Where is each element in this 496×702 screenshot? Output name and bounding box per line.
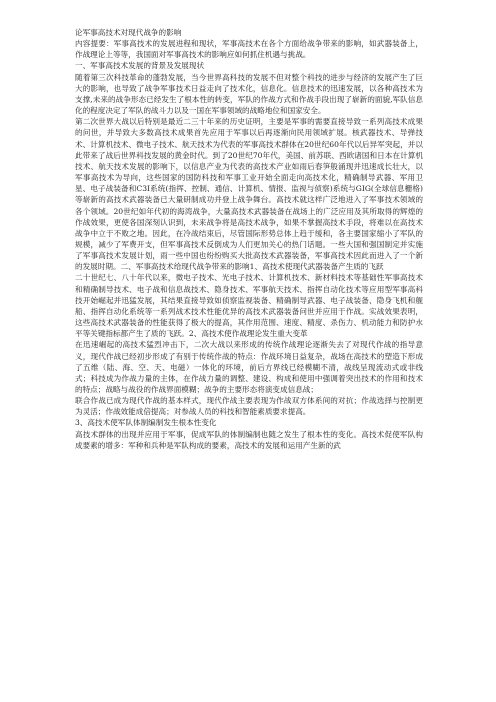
section-heading-1: 一、军事高技术发展的背景及发展现状 <box>75 61 205 71</box>
document-page <box>75 27 423 451</box>
document-title: 论军事高技术对现代战争的影响 <box>75 28 182 37</box>
body-paragraph: 联合作战已成为现代作战的基本样式，现代作战主要表现为作战双方体系间的对抗；作战选择与控制更为灵活；作战效能成倍提高；对参战人员的科技和智能素质要求提高。 <box>75 396 423 417</box>
body-paragraph: 高技术群体的出现并应用于军事，促成军队的体制编制也随之发生了根本性的变化。高技术促使军队构成要素的增多：军种和兵种是军队构成的要素，高技术的发展和运用产生新的武 <box>75 429 423 450</box>
body-paragraph: 第二次世界大战以后特别是最近二三十年来的历史证明，主要是军事的需要直接导致一系列高技术成果的问世，并导致大多数高技术成果首先应用于军事以后再逐渐向民用领域扩展。核武器技术、导弹技术、计算机技术、微电子技术、航天技术为代表的军事高技术群体在20世纪60年代以后异军突起，并以此带来了战后世界科技发展的黄金时代。到了20世纪70年代，美国、前苏联、西欧诸国和日本在计算机技术、航天技术发展的影响下，以信息产业为代表的高技术产业如雨后春笋般涌现并迅速成长壮大，以军事高技术为导向，这些国家的国防科技和军事工业开始全面走向高技术化，精确制导武器、军用卫星、电子战装备和C3I系统(指挥、控制、通信、计算机、情报、监视与侦察)系统与GIG(全球信息栅格)等崭新的高技术武器装备已大量研制成功并登上战争舞台。高技术就这样广泛地进入了军事技术领域的各个领域。20世纪如年代初的海湾战争，大量高技术武器装备在战场上的广泛应用及其所取得的辉煌的作战效果，更使各国深刻认识到，未来战争将是高技术战争，如果不掌握高技术手段，将难以在高技术战争中立于不败之地。因此，在冷战结束后，尽管国际形势总体上趋于缓和，各主要国家缩小了军队的规模，减少了军费开支，但军事高技术反倒成为人们更加关心的热门话题。一些大国和强国制定并实施了军事高技术发展计划，雨一些中国也纷纷购买大批高技术武器装备，军事高技术因此而进入了一个新的发展时期。二、军事高技术给现代战争带来的影响1、高技术使现代武器装备产生质的飞跃 <box>75 117 423 272</box>
section-heading-3: 3、高技术使军队体制编制发生根本性变化 <box>75 418 217 428</box>
body-paragraph: 在迅速崛起的高技术猛烈冲击下，二次大战以来形成的传统作战理论逐渐失去了对现代作战的指导意义，现代作战已经初步形成了有别于传统作战的特点：作战环境日益复杂，战场在高技术的塑造下形成了五维（陆、海、空、天、电磁）一体化的环境，前后方界线已经模糊不清，战线呈现流动式或非线式；科技成为作战力量的主体，在作战力量的调整、建设、构成和使用中强调着突出技术的作用和技术的特点；战略与战役的作战界面模糊；战争的主要形态将演变成信息战； <box>75 340 423 394</box>
abstract-paragraph: 内容提要：军事高技术的发展进程和现状，军事高技术在各个方面给战争带来的影响，如武器装备上，作战理论上等等，我国面对军事高技术的影响应如何抓住机遇与挑战。 <box>75 39 423 60</box>
body-paragraph: 二十世纪七、八十年代以来，微电子技术、光电子技术、计算机技术、新材料技术等基础性军事高技术和精确制导技术、电子战和信息战技术、隐身技术、军事航天技术、指挥自动化技术等应用型军事高科技开始崛起并迅猛发展，其结果直接导致如侦察监视装备、精确制导武器、电子战装备、隐身飞机和舰船、指挥自动化系统等一系列战术技术性能优异的高技术武器装备问世并应用于作战。实战效果表明，这些高技术武器装备的性能获得了极大的提高，其作用范围、速度、精度、杀伤力、机动能力和防护水平等关键指标都产生了质的飞跃。2、高技术使作战理论发生重大变革 <box>75 273 423 339</box>
body-paragraph: 随着第三次科技革命的蓬勃发展，当今世界高科技的发展不但对整个科技的进步与经济的发展产生了巨大的影响，也导致了战争军事技术日益走向了技术化，信息化。信息技术的迅速发展，以各种高技术为支撑,未来的战争形态已经发生了根本性的转变，军队的作战方式和作战手段出现了崭新的面貌,军队信息化的程度决定了军队的战斗力以及一国在军事领域的战略地位和国家安全。 <box>75 72 423 116</box>
